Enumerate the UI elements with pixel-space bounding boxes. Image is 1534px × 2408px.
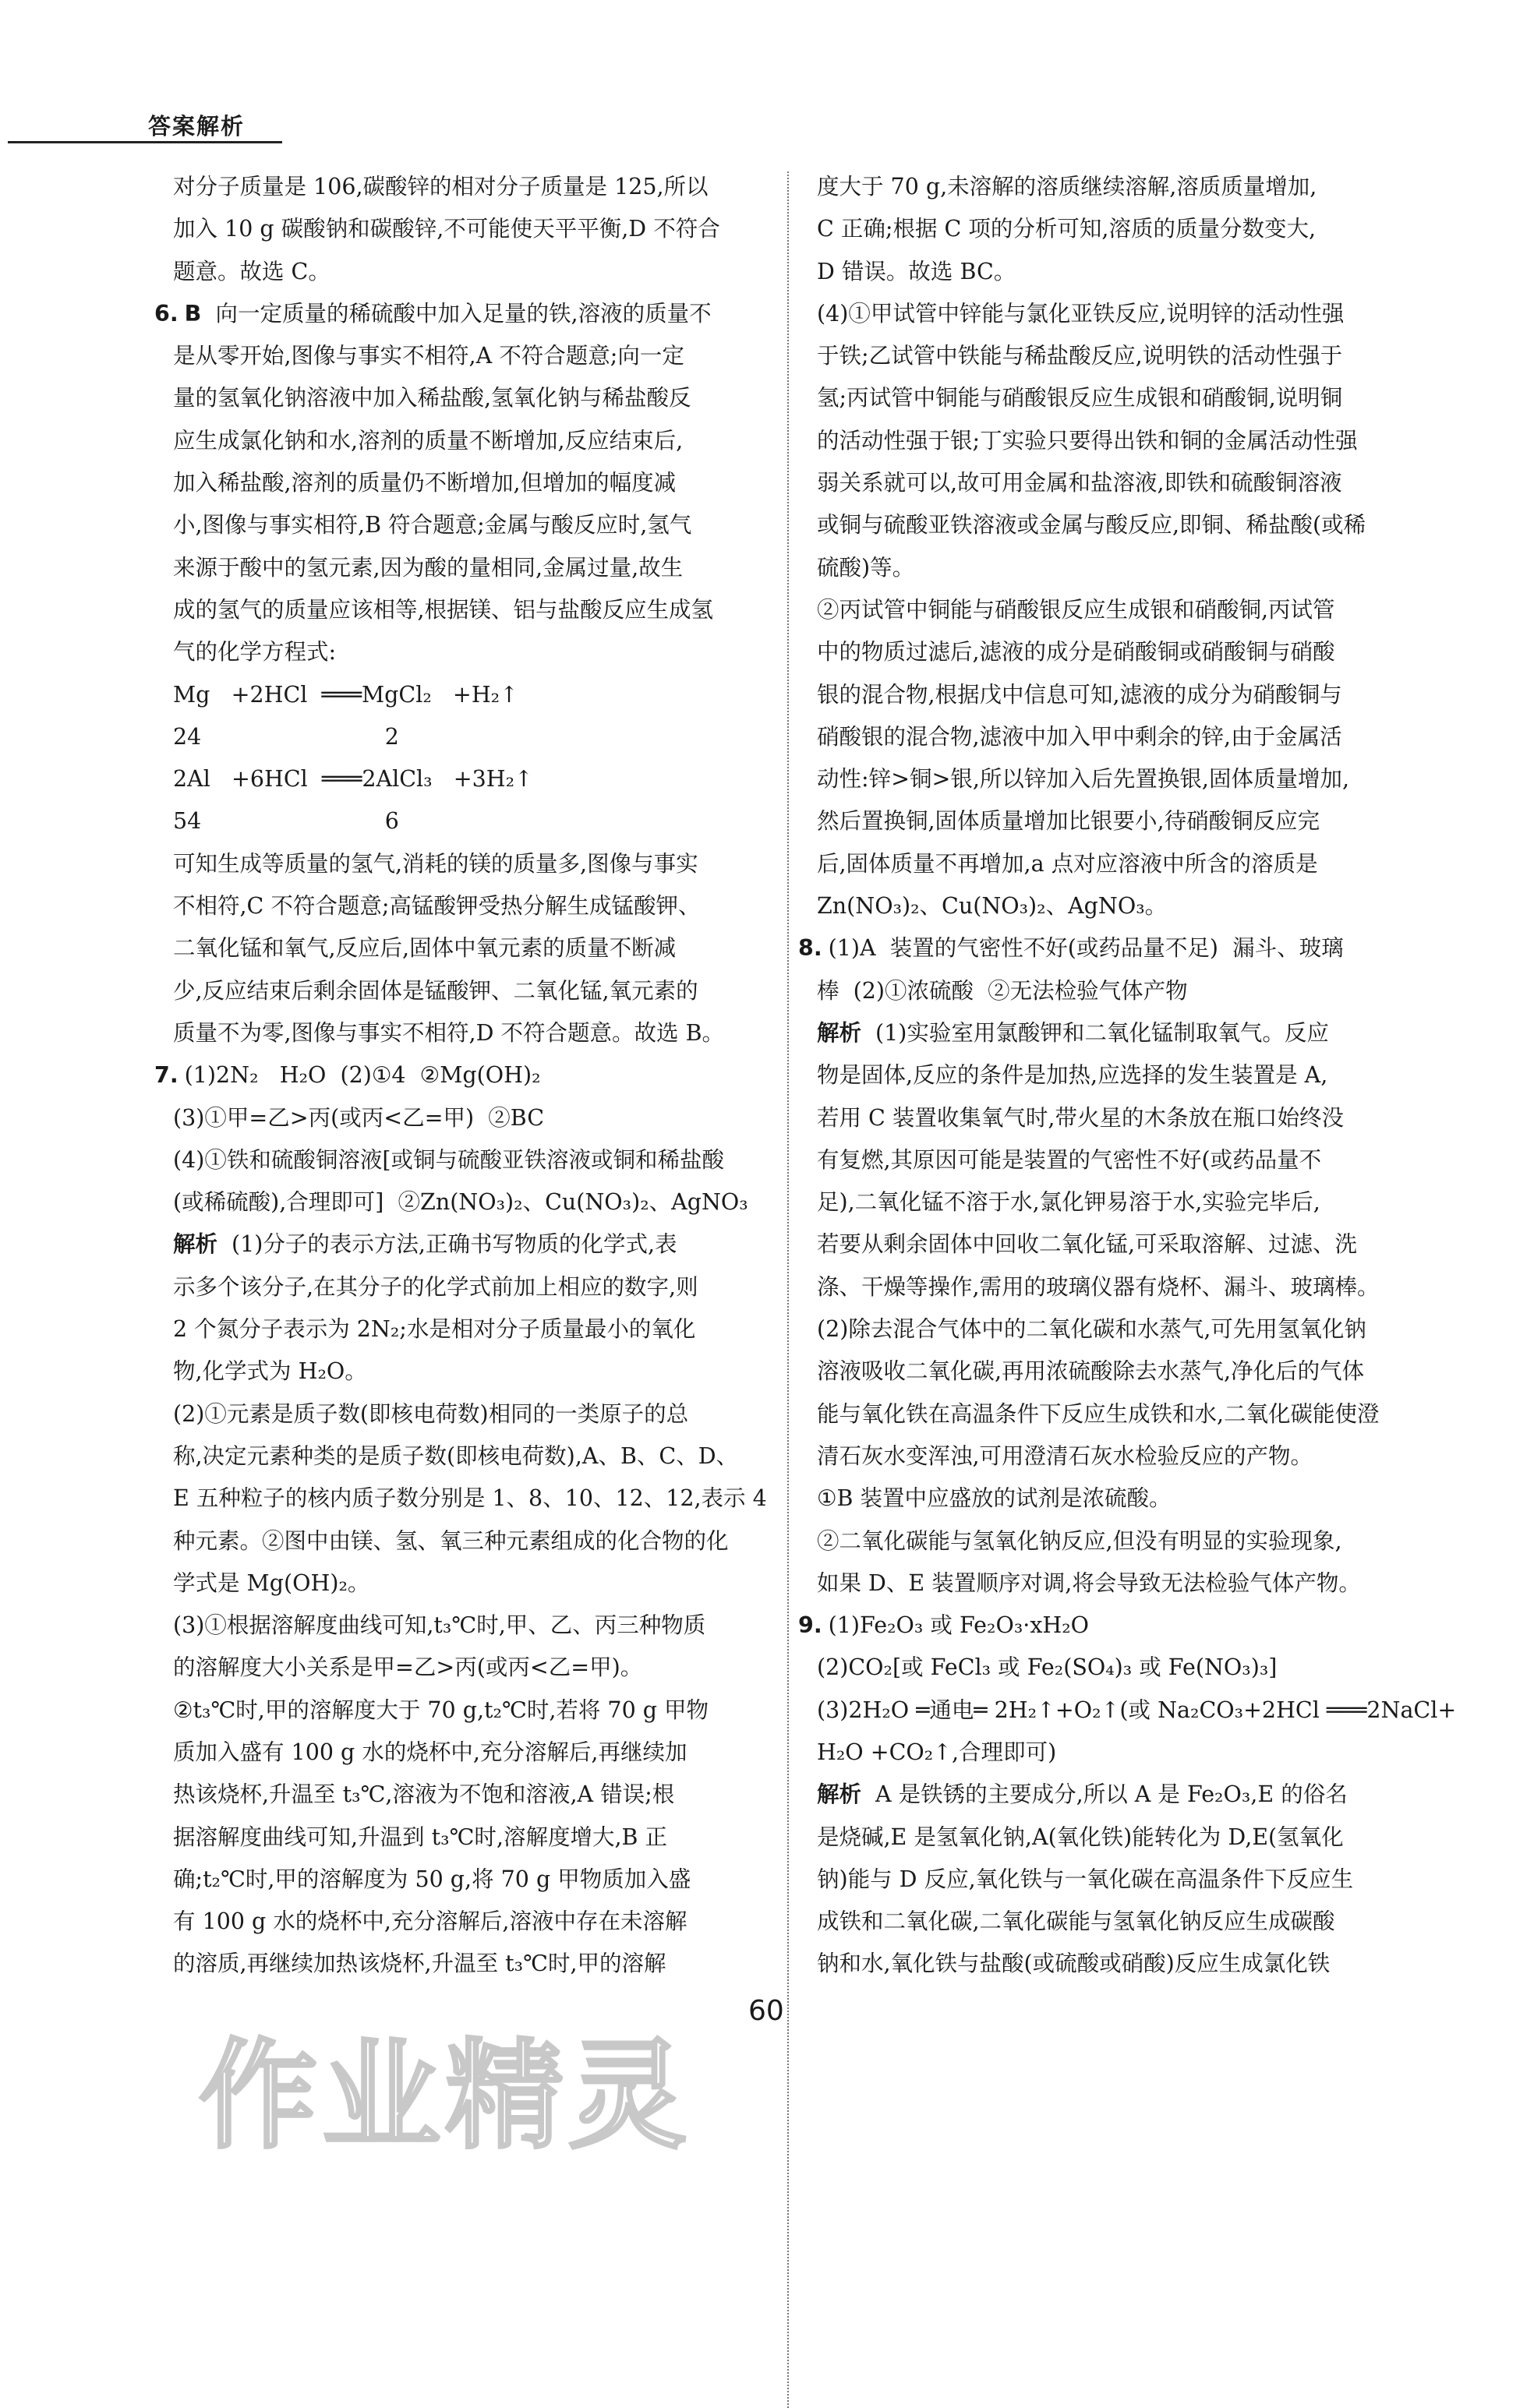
line-text: 如果 D、E 装置顺序对调,将会导致无法检验气体产物。 xyxy=(817,1569,1361,1596)
line-text: D 错误。故选 BC。 xyxy=(817,258,1016,284)
line-text: 成的氢气的质量应该相等,根据镁、铝与盐酸反应生成氢 xyxy=(173,596,714,623)
line-text: 是烧碱,E 是氢氧化钠,A(氧化铁)能转化为 D,E(氢氧化 xyxy=(817,1824,1344,1850)
text-line xyxy=(173,674,769,716)
line-text: ①B 装置中应盛放的试剂是浓硫酸。 xyxy=(817,1485,1172,1512)
equation-line: 24 2 xyxy=(173,723,399,750)
text-line xyxy=(173,1689,769,1732)
text-line xyxy=(817,1478,1414,1520)
line-text: 可知生成等质量的氢气,消耗的镁的质量多,图像与事实 xyxy=(173,850,698,877)
line-text: 小,图像与事实相符,B 符合题意;金属与酸反应时,氢气 xyxy=(173,512,692,538)
text-line xyxy=(817,758,1414,800)
text-line xyxy=(817,1901,1414,1943)
question-number: 8. xyxy=(798,935,822,962)
text-line xyxy=(817,1012,1414,1054)
text-line xyxy=(173,1647,769,1689)
text-line xyxy=(817,208,1414,250)
text-line xyxy=(173,589,769,631)
text-line xyxy=(173,716,769,758)
line-text: (1)Fe₂O₃ 或 Fe₂O₃·xH₂O xyxy=(828,1612,1090,1639)
line-text: (1)A 装置的气密性不好(或药品量不足) 漏斗、玻璃 xyxy=(828,935,1344,962)
text-line xyxy=(173,1266,769,1308)
line-text: 示多个该分子,在其分子的化学式前加上相应的数字,则 xyxy=(173,1273,698,1300)
line-text: 的溶解度大小关系是甲=乙>丙(或丙<乙=甲)。 xyxy=(173,1654,643,1681)
watermark-logo: 作业精灵 xyxy=(199,2027,691,2165)
line-text: 不相符,C 不符合题意;高锰酸钾受热分解生成锰酸钾、 xyxy=(173,893,701,920)
text-line xyxy=(173,800,769,842)
line-text: H₂O +CO₂↑,合理即可) xyxy=(817,1739,1057,1765)
text-line xyxy=(173,1139,769,1181)
line-text: 物是固体,反应的条件是加热,应选择的发生装置是 A, xyxy=(817,1062,1328,1089)
line-text: ②二氧化碳能与氢氧化钠反应,但没有明显的实验现象, xyxy=(817,1527,1342,1554)
text-line xyxy=(173,251,769,293)
text-line xyxy=(173,1901,769,1943)
equation-line: 2Al +6HCl ═══2AlCl₃ +3H₂↑ xyxy=(173,766,533,793)
line-text: 度大于 70 g,未溶解的溶质继续溶解,溶质质量增加, xyxy=(817,174,1317,199)
text-line xyxy=(173,1393,769,1435)
text-line xyxy=(817,462,1414,504)
line-text: 题意。故选 C。 xyxy=(173,258,330,284)
header-rule xyxy=(8,141,282,143)
line-text: 有复燃,其原因可能是装置的气密性不好(或药品量不 xyxy=(817,1146,1322,1173)
question-number: 9. xyxy=(798,1612,822,1639)
text-line xyxy=(154,1054,769,1096)
text-line xyxy=(817,1435,1414,1478)
line-text: 加入 10 g 碳酸钠和碳酸锌,不可能使天平平衡,D 不符合 xyxy=(173,216,720,242)
line-text: 质加入盛有 100 g 水的烧杯中,充分溶解后,再继续加 xyxy=(173,1739,687,1765)
page-number: 60 xyxy=(748,1995,784,2027)
text-line xyxy=(817,166,1414,208)
text-line xyxy=(173,1859,769,1901)
line-text: 于铁;乙试管中铁能与稀盐酸反应,说明铁的活动性强于 xyxy=(817,343,1343,369)
text-line xyxy=(817,631,1414,673)
line-text: C 正确;根据 C 项的分析可知,溶质的质量分数变大, xyxy=(817,216,1317,242)
text-line xyxy=(817,1223,1414,1266)
equation-line: Mg +2HCl ═══MgCl₂ +H₂↑ xyxy=(173,681,518,708)
line-text: 是从零开始,图像与事实不相符,A 不符合题意;向一定 xyxy=(173,343,684,369)
text-line xyxy=(173,1012,769,1054)
line-text: 清石灰水变浑浊,可用澄清石灰水检验反应的产物。 xyxy=(817,1442,1313,1469)
line-text: 氢;丙试管中铜能与硝酸银反应生成银和硝酸铜,说明铜 xyxy=(817,385,1343,411)
text-line xyxy=(798,1605,1414,1647)
text-line xyxy=(817,885,1414,927)
text-line xyxy=(173,843,769,885)
text-line xyxy=(817,1562,1414,1605)
line-text: ②丙试管中铜能与硝酸银反应生成银和硝酸铜,丙试管 xyxy=(817,596,1335,623)
line-text: (1)实验室用氯酸钾和二氧化锰制取氧气。反应 xyxy=(875,1019,1329,1046)
text-line xyxy=(817,420,1414,462)
question-number: 6. xyxy=(154,300,178,327)
line-text: 2 个氮分子表示为 2N₂;水是相对分子质量最小的氧化 xyxy=(173,1316,696,1343)
line-text: 质量不为零,图像与事实不相符,D 不符合题意。故选 B。 xyxy=(173,1019,725,1046)
text-line xyxy=(817,1181,1414,1223)
line-text: 称,决定元素种类的是质子数(即核电荷数),A、B、C、D、 xyxy=(173,1442,739,1469)
line-text: (2)除去混合气体中的二氧化碳和水蒸气,可先用氢氧化钠 xyxy=(817,1316,1366,1343)
line-text: (或稀硫酸),合理即可] ②Zn(NO₃)₂、Cu(NO₃)₂、AgNO₃ xyxy=(173,1189,748,1216)
text-line xyxy=(173,208,769,250)
line-text: Zn(NO₃)₂、Cu(NO₃)₂、AgNO₃。 xyxy=(817,893,1168,920)
line-text: ②t₃℃时,甲的溶解度大于 70 g,t₂℃时,若将 70 g 甲物 xyxy=(173,1697,709,1723)
text-line xyxy=(817,335,1414,377)
text-line xyxy=(817,1774,1414,1816)
text-line xyxy=(817,1689,1457,1732)
line-text: 棒 (2)①浓硫酸 ②无法检验气体产物 xyxy=(817,977,1188,1004)
line-text: 硝酸银的混合物,滤液中加入甲中剩余的锌,由于金属活 xyxy=(817,723,1342,750)
line-text: (4)①甲试管中锌能与氯化亚铁反应,说明锌的活动性强 xyxy=(817,300,1345,327)
line-text: 涤、干燥等操作,需用的玻璃仪器有烧杯、漏斗、玻璃棒。 xyxy=(817,1273,1380,1300)
text-line xyxy=(173,1308,769,1351)
line-text: 对分子质量是 106,碳酸锌的相对分子质量是 125,所以 xyxy=(173,174,709,199)
text-line xyxy=(817,1351,1414,1393)
text-line xyxy=(817,1266,1414,1308)
line-text: (3)①根据溶解度曲线可知,t₃℃时,甲、乙、丙三种物质 xyxy=(173,1612,706,1639)
line-text: 量的氢氧化钠溶液中加入稀盐酸,氢氧化钠与稀盐酸反 xyxy=(173,385,691,411)
line-text: 来源于酸中的氢元素,因为酸的量相同,金属过量,故生 xyxy=(173,554,684,581)
text-line xyxy=(173,1097,769,1139)
line-text: 加入稀盐酸,溶剂的质量仍不断增加,但增加的幅度减 xyxy=(173,470,677,496)
line-text: 少,反应结束后剩余固体是锰酸钾、二氧化锰,氧元素的 xyxy=(173,977,698,1004)
line-text: E 五种粒子的核内质子数分别是 1、8、10、12、12,表示 4 xyxy=(173,1485,767,1512)
text-line xyxy=(173,1605,769,1647)
line-text: 成铁和二氧化碳,二氧化碳能与氢氧化钠反应生成碳酸 xyxy=(817,1908,1335,1935)
line-text: 然后置换铜,固体质量增加比银要小,待硝酸铜反应完 xyxy=(817,808,1320,835)
line-text: 后,固体质量不再增加,a 点对应溶液中所含的溶质是 xyxy=(817,850,1318,877)
line-text: 或铜与硫酸亚铁溶液或金属与酸反应,即铜、稀盐酸(或稀 xyxy=(817,512,1366,538)
answer-letter: B xyxy=(184,300,202,327)
line-text: (4)①铁和硫酸铜溶液[或铜与硫酸亚铁溶液或铜和稀盐酸 xyxy=(173,1146,724,1173)
line-text: 二氧化锰和氧气,反应后,固体中氧元素的质量不断减 xyxy=(173,935,677,962)
text-line xyxy=(173,1223,769,1266)
text-line xyxy=(173,631,769,673)
text-line xyxy=(154,293,769,335)
text-line xyxy=(173,1817,769,1859)
line-text: (2)CO₂[或 FeCl₃ 或 Fe₂(SO₄)₃ 或 Fe(NO₃)₃] xyxy=(817,1654,1278,1681)
line-text: 应生成氯化钠和水,溶剂的质量不断增加,反应结束后, xyxy=(173,427,684,454)
line-text: 确;t₂℃时,甲的溶解度为 50 g,将 70 g 甲物质加入盛 xyxy=(173,1866,691,1892)
text-line xyxy=(817,547,1414,589)
text-line xyxy=(173,377,769,419)
question-number: 7. xyxy=(154,1062,178,1089)
analysis-label: 解析 xyxy=(817,1781,862,1808)
line-text: (1)2N₂ H₂O (2)①4 ②Mg(OH)₂ xyxy=(184,1062,541,1089)
text-line xyxy=(817,1097,1414,1139)
line-text: 有 100 g 水的烧杯中,充分溶解后,溶液中存在未溶解 xyxy=(173,1908,687,1935)
text-line xyxy=(798,927,1414,969)
text-line xyxy=(173,927,769,969)
text-line xyxy=(817,970,1414,1012)
text-line xyxy=(173,504,769,546)
text-line xyxy=(173,1181,769,1223)
line-text: 若要从剩余固体中回收二氧化锰,可采取溶解、过滤、洗 xyxy=(817,1231,1358,1258)
text-line xyxy=(817,293,1414,335)
line-text: (3)①甲=乙>丙(或丙<乙=甲) ②BC xyxy=(173,1104,545,1131)
analysis-label: 解析 xyxy=(173,1231,218,1258)
text-line xyxy=(173,335,769,377)
text-line xyxy=(817,1732,1414,1774)
text-line xyxy=(817,1647,1414,1689)
text-line xyxy=(173,1478,769,1520)
line-text: 若用 C 装置收集氧气时,带火星的木条放在瓶口始终没 xyxy=(817,1104,1344,1131)
text-line xyxy=(173,970,769,1012)
text-line xyxy=(817,1139,1414,1181)
line-text: 的活动性强于银;丁实验只要得出铁和铜的金属活动性强 xyxy=(817,427,1358,454)
text-line xyxy=(817,800,1414,842)
text-line xyxy=(173,1943,769,1985)
text-line xyxy=(817,504,1414,546)
line-text: 气的化学方程式: xyxy=(173,639,337,666)
text-line xyxy=(173,885,769,927)
line-text: 的溶质,再继续加热该烧杯,升温至 t₃℃时,甲的溶解 xyxy=(173,1951,666,1977)
line-text: 银的混合物,根据戊中信息可知,滤液的成分为硝酸铜与 xyxy=(817,681,1342,708)
text-line xyxy=(173,420,769,462)
text-line xyxy=(817,1054,1414,1096)
text-line xyxy=(817,1520,1414,1562)
text-line xyxy=(173,1435,769,1478)
equation-line: 54 6 xyxy=(173,808,399,835)
text-line xyxy=(173,166,769,208)
text-line xyxy=(817,1943,1414,1985)
text-line xyxy=(173,1351,769,1393)
line-text: 溶液吸收二氧化碳,再用浓硫酸除去水蒸气,净化后的气体 xyxy=(817,1358,1365,1385)
line-text: 物,化学式为 H₂O。 xyxy=(173,1358,367,1385)
line-text: (3)2H₂O ═通电═ 2H₂↑+O₂↑(或 Na₂CO₃+2HCl ═══2NaCl+ xyxy=(817,1697,1457,1723)
line-text: 钠)能与 D 反应,氧化铁与一氧化碳在高温条件下反应生 xyxy=(817,1866,1354,1892)
text-line xyxy=(173,1774,769,1816)
line-text: 能与氧化铁在高温条件下反应生成铁和水,二氧化碳能使澄 xyxy=(817,1400,1380,1427)
header-title: 答案解析 xyxy=(148,113,246,139)
left-column xyxy=(154,166,769,1986)
text-line xyxy=(817,843,1414,885)
text-line xyxy=(173,547,769,589)
text-line xyxy=(817,251,1414,293)
text-line xyxy=(173,758,769,800)
text-line xyxy=(817,1859,1414,1901)
text-line xyxy=(817,1817,1414,1859)
column-divider xyxy=(787,171,789,2408)
text-line xyxy=(173,1520,769,1562)
text-line xyxy=(173,1732,769,1774)
line-text: (2)①元素是质子数(即核电荷数)相同的一类原子的总 xyxy=(173,1400,689,1427)
text-line xyxy=(817,589,1414,631)
text-line xyxy=(173,462,769,504)
line-text: 中的物质过滤后,滤液的成分是硝酸铜或硝酸铜与硝酸 xyxy=(817,639,1335,666)
text-line xyxy=(817,674,1414,716)
text-line xyxy=(817,716,1414,758)
line-text: 弱关系就可以,故可用金属和盐溶液,即铁和硫酸铜溶液 xyxy=(817,470,1342,496)
analysis-label: 解析 xyxy=(817,1019,862,1046)
line-text: 足),二氧化锰不溶于水,氯化钾易溶于水,实验完毕后, xyxy=(817,1189,1320,1216)
line-text: 学式是 Mg(OH)₂。 xyxy=(173,1569,370,1596)
line-text: A 是铁锈的主要成分,所以 A 是 Fe₂O₃,E 的俗名 xyxy=(875,1781,1348,1808)
text-line xyxy=(817,1308,1414,1351)
text-line xyxy=(817,1393,1414,1435)
line-text: 钠和水,氧化铁与盐酸(或硫酸或硝酸)反应生成氯化铁 xyxy=(817,1951,1331,1977)
right-column xyxy=(798,166,1457,1986)
line-text: 向一定质量的稀硫酸中加入足量的铁,溶液的质量不 xyxy=(201,300,712,327)
line-text: 热该烧杯,升温至 t₃℃,溶液为不饱和溶液,A 错误;根 xyxy=(173,1781,675,1808)
line-text: 据溶解度曲线可知,升温到 t₃℃时,溶解度增大,B 正 xyxy=(173,1824,668,1850)
line-text: 硫酸)等。 xyxy=(817,554,915,581)
line-text: 种元素。②图中由镁、氢、氧三种元素组成的化合物的化 xyxy=(173,1527,729,1554)
line-text: (1)分子的表示方法,正确书写物质的化学式,表 xyxy=(232,1231,677,1258)
line-text: 动性:锌>铜>银,所以锌加入后先置换银,固体质量增加, xyxy=(817,766,1350,793)
text-line xyxy=(173,1562,769,1605)
text-line xyxy=(817,377,1414,419)
